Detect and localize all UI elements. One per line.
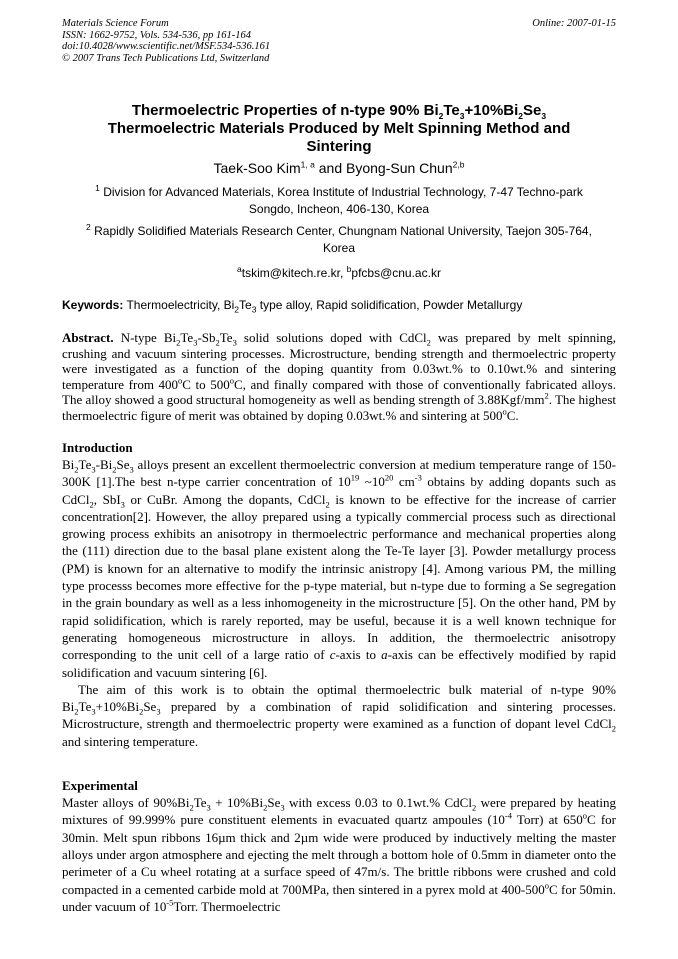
issn-line: ISSN: 1662-9752, Vols. 534-536, pp 161-164 (62, 29, 251, 41)
experimental-paragraph: Master alloys of $90\%Bi_2Te_3 + 10\%Bi_2Se_3$ with excess 0.03 to 0.1wt.% CdCl$_2$ were prepared by heating mixtures of 99.999% pure constituent elements in evacuated quartz ampoules ($10^{-4}$ Torr) at 650$^o$C for 30min. Melt spun ribbons 16µm thick and 2µm wide were produced by inductively melting the master alloys under argon atmosphere and ejecting the melt through a bottom hole of 0.5mm in diameter onto the perimeter of a Cu wheel rotating at a surface speed of 47m/s. The brittle ribbons were crushed and cold compacted in a cemented carbide mold at 700MPa, then sintered in a pyrex mold at 400-500$^o$C for 50min. under vacuum of $10^{-5}Torr$. Thermoelectric (62, 795, 617, 914)
introduction-heading: Introduction (62, 440, 133, 455)
abstract: Abstract. N-type $Bi_2Te_3-Sb_2Te_3$ solid solutions doped with CdCl$_2$ was prepared by melt spinning, crushing and vacuum sintering processes. Microstructure, bending strength and thermoelectric property were investigated as a function of the doping quantity from 0.03wt.% to 0.10wt.% and sintering temperature from 400$^o$C to 500$^o$C, and finally compared with those of conventionally fabricated alloys. The alloy showed a good structural homogeneity as well as bending strength of $3.88Kgf/mm^2$. The highest thermoelectric figure of merit was obtained by doping 0.03wt.% and sintering at 500$^o$C. (62, 330, 617, 423)
keywords-line: Keywords: Thermoelectricity, $Bi_2Te_3$ type alloy, Rapid solidification, Powder Metallurgy (62, 298, 523, 315)
copyright-line: © 2007 Trans Tech Publications Ltd, Switzerland (62, 52, 270, 64)
email-b: pfcbs@cnu.ac.kr (351, 266, 441, 280)
affiliation-2: $^2$ Rapidly Solidified Materials Research Center, Chungnam National University, Taejon 305-764, Korea (86, 222, 592, 255)
introduction-paragraph-2: The aim of this work is to obtain the optimal thermoelectric bulk material of n-type 90% $Bi_2Te_3+10\%Bi_2Se_3$ prepared by a combination of rapid solidification and sintering processes. Microstructure, strength and thermoelectric property were examined as a function of dopant level CdCl$_2$ and sintering temperature. (62, 681, 616, 749)
author-2: Byong-Sun Chun (346, 160, 453, 176)
paper-title (62, 102, 616, 156)
introduction-paragraph-1: $Bi_2Te_3-Bi_2Se_3$ alloys present an excellent thermoelectric conversion at medium temperature range of 150-300K [1].The best n-type carrier concentration of $10^{19}$ $\sim 10^{20}$ $cm^{-3}$ obtains by adding dopants such as CdCl$_2$, SbI$_3$ or CuBr. Among the dopants, CdCl$_2$ is known to be effective for the increase of carrier concentration[2]. However, the alloy prepared using a typically commercial process such as directional growing process exhibits an anisotropy in thermoelectric performance and mechanical properties along the (111) direction due to the basal plane existent along the Te-Te layer [3]. Powder metallurgy process (PM) is known for an alternative to modify the intrinsic anistropy [4]. Among various PM, the milling type processs becomes more effective for the p-type material, but n-type due to forming a Se segregation in the grain boundary as well as a less inhomogeneity in the microstructure [5]. On the other hand, PM by rapid solidification, which is rarely reported, may be useful, because it is a well known technique for generating homogeneous microstructure in alloys. In addition, the thermoelectric anisotropy corresponding to the unit cell of a large ratio of c-axis to a-axis can be effectively modified by rapid solidification and vacuum sintering [6]. (62, 457, 617, 680)
experimental-heading: Experimental (62, 778, 138, 794)
doi-line: doi:10.4028/www.scientific.net/MSF.534-536.161 (62, 41, 271, 52)
journal-header (62, 18, 616, 64)
title-line-1: Thermoelectric Properties of n-type 90% $Bi_2Te_3+10\%Bi_2Se_3$ (131, 102, 547, 121)
author-emails: $^a$tskim@kitech.re.kr, $^b$pfcbs@cnu.ac.kr (237, 264, 441, 280)
abstract-label: Abstract. (62, 330, 114, 345)
title-line-3: Sintering (306, 138, 372, 155)
title-line-2: Thermoelectric Materials Produced by Melt Spinning Method and (107, 120, 571, 137)
journal-name: Materials Science Forum (62, 18, 169, 29)
author-1: Taek-Soo Kim (213, 160, 301, 176)
keywords-label: Keywords: (62, 298, 124, 312)
online-date: Online: 2007-01-15 (532, 18, 616, 29)
email-a: tskim@kitech.re.kr, (241, 266, 347, 280)
affiliation-1: $^1$ Division for Advanced Materials, Korea Institute of Industrial Technology, 7-47 Techno-park Songdo, Incheon, 406-130, Korea (95, 183, 583, 216)
author-list: Taek-Soo Kim$^{1, a}$ and Byong-Sun Chun$^{2,b}$ (213, 159, 465, 176)
